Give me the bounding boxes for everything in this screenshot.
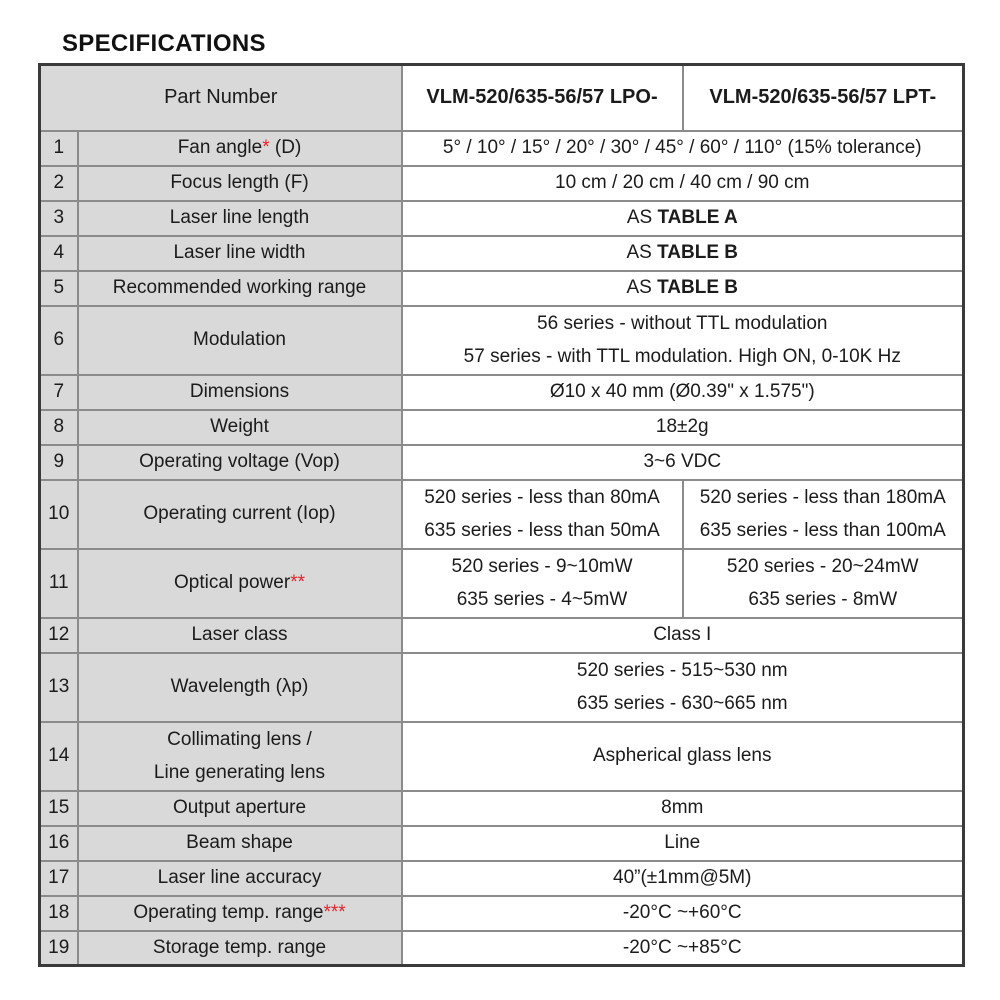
row-value-lpo (402, 480, 683, 549)
row-number: 4 (40, 236, 78, 271)
row-number: 1 (40, 131, 78, 166)
row-number: 17 (40, 861, 78, 896)
label-line-1: Collimating lens / (167, 729, 312, 750)
page-title: SPECIFICATIONS (62, 30, 266, 57)
table-row (40, 549, 964, 618)
row-number: 3 (40, 201, 78, 236)
table-row (40, 410, 964, 445)
value-bold: TABLE B (657, 242, 739, 263)
table-row (40, 201, 964, 236)
table-row (40, 653, 964, 722)
row-value: 8mm (402, 791, 964, 826)
value-bold: TABLE B (657, 277, 739, 298)
value-line-2: 635 series - 630~665 nm (576, 693, 788, 714)
row-value: Class I (402, 618, 964, 653)
row-label: Weight (78, 410, 402, 445)
row-label: Wavelength (λp) (78, 653, 402, 722)
row-value-lpt (683, 480, 964, 549)
label-text: Optical power (174, 572, 291, 593)
row-value-lpt (683, 549, 964, 618)
table-row (40, 271, 964, 306)
value-line-1: 520 series - less than 180mA (699, 487, 946, 508)
row-number: 14 (40, 722, 78, 791)
value-text: AS (626, 207, 658, 228)
row-label: Laser line width (78, 236, 402, 271)
value-text: AS (626, 242, 658, 263)
row-label (78, 896, 402, 931)
table-row (40, 722, 964, 791)
row-label: Output aperture (78, 791, 402, 826)
row-label (78, 722, 402, 791)
row-number: 12 (40, 618, 78, 653)
row-label (78, 549, 402, 618)
table-row (40, 618, 964, 653)
table-row (40, 826, 964, 861)
row-value (402, 653, 964, 722)
label-line-2: Line generating lens (153, 762, 326, 783)
table-row (40, 480, 964, 549)
value-line-1: 56 series - without TTL modulation (537, 313, 828, 334)
table-row (40, 445, 964, 480)
row-label: Focus length (F) (78, 166, 402, 201)
table-row (40, 861, 964, 896)
row-label: Operating voltage (Vop) (78, 445, 402, 480)
value-line-2: 635 series - 8mW (748, 589, 898, 610)
row-label: Laser line length (78, 201, 402, 236)
row-value: 10 cm / 20 cm / 40 cm / 90 cm (402, 166, 964, 201)
table-row (40, 931, 964, 966)
row-number: 15 (40, 791, 78, 826)
value-line-2: 57 series - with TTL modulation. High ON, 0-10K Hz (463, 346, 901, 367)
model-header-lpt: VLM-520/635-56/57 LPT- (683, 65, 964, 131)
row-label: Dimensions (78, 375, 402, 410)
value-bold: TABLE A (657, 207, 738, 228)
table-row (40, 166, 964, 201)
row-value (402, 306, 964, 375)
table-row (40, 375, 964, 410)
model-header-lpo: VLM-520/635-56/57 LPO- (402, 65, 683, 131)
row-number: 16 (40, 826, 78, 861)
value-line-1: 520 series - 20~24mW (726, 556, 919, 577)
row-value: -20°C ~+60°C (402, 896, 964, 931)
label-text: Fan angle (177, 137, 263, 158)
row-number: 13 (40, 653, 78, 722)
row-number: 8 (40, 410, 78, 445)
table-row (40, 306, 964, 375)
value-line-2: 635 series - less than 100mA (699, 520, 946, 541)
row-value: Line (402, 826, 964, 861)
value-line-1: 520 series - 515~530 nm (576, 660, 788, 681)
table-row (40, 131, 964, 166)
row-label: Recommended working range (78, 271, 402, 306)
row-label: Laser line accuracy (78, 861, 402, 896)
row-value: Ø10 x 40 mm (Ø0.39" x 1.575") (402, 375, 964, 410)
row-number: 10 (40, 480, 78, 549)
row-number: 6 (40, 306, 78, 375)
row-value (402, 271, 964, 306)
row-value (402, 201, 964, 236)
row-value: 40”(±1mm@5M) (402, 861, 964, 896)
row-value-lpo (402, 549, 683, 618)
row-value: 5° / 10° / 15° / 20° / 30° / 45° / 60° / 110° (15% tolerance) (402, 131, 964, 166)
row-number: 2 (40, 166, 78, 201)
table-header-row (40, 65, 964, 131)
row-number: 11 (40, 549, 78, 618)
row-number: 9 (40, 445, 78, 480)
table-row (40, 236, 964, 271)
part-number-header: Part Number (40, 65, 402, 131)
label-suffix: (D) (269, 137, 302, 158)
row-number: 7 (40, 375, 78, 410)
row-value: -20°C ~+85°C (402, 931, 964, 966)
value-line-1: 520 series - 9~10mW (451, 556, 633, 577)
value-line-2: 635 series - less than 50mA (424, 520, 660, 541)
row-label: Laser class (78, 618, 402, 653)
specifications-table (38, 63, 965, 967)
row-value: 18±2g (402, 410, 964, 445)
label-asterisk: ** (290, 572, 305, 593)
row-label: Storage temp. range (78, 931, 402, 966)
value-line-2: 635 series - 4~5mW (456, 589, 628, 610)
row-number: 19 (40, 931, 78, 966)
row-value: Aspherical glass lens (402, 722, 964, 791)
row-value (402, 236, 964, 271)
table-row (40, 791, 964, 826)
value-text: AS (626, 277, 658, 298)
row-label (78, 131, 402, 166)
row-label: Beam shape (78, 826, 402, 861)
value-line-1: 520 series - less than 80mA (424, 487, 660, 508)
row-label: Operating current (Iop) (78, 480, 402, 549)
row-number: 5 (40, 271, 78, 306)
label-asterisk: *** (323, 902, 346, 923)
row-number: 18 (40, 896, 78, 931)
label-asterisk: * (262, 137, 270, 158)
row-value: 3~6 VDC (402, 445, 964, 480)
row-label: Modulation (78, 306, 402, 375)
table-row (40, 896, 964, 931)
label-text: Operating temp. range (133, 902, 324, 923)
